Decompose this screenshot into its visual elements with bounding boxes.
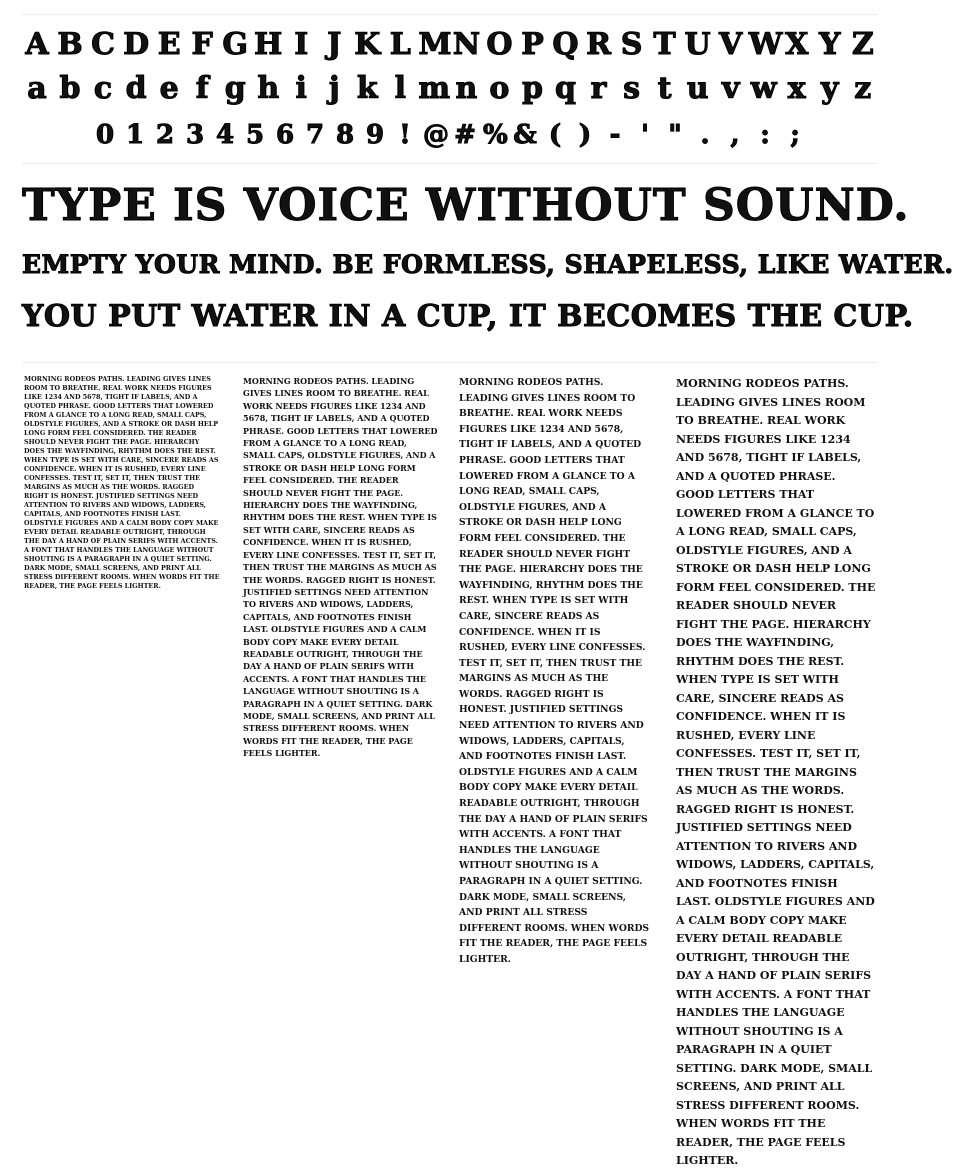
figure-glyph: 3 [185,120,205,150]
figures-row [22,118,878,152]
lowercase-glyph: w [750,71,777,106]
lowercase-glyph: x [787,71,806,106]
lowercase-glyph: z [854,71,872,106]
lowercase-glyph: q [555,71,576,106]
body-text-column-medium: MORNING RODEOS PATHS. LEADING GIVES LINES ROOM TO BREATHE. REAL WORK NEEDS FIGURES LIKE 1234 AND 5678, TIGHT IF LABELS, AND A QUOTED PHRASE. GOOD LETTERS THAT LOWERED FROM A GLANCE TO A LONG READ, SMALL CAPS, OLDSTYLE FIGURES, AND A STROKE OR DASH HELP LONG FORM FEEL CONSIDERED. THE READER SHOULD NEVER FIGHT THE PAGE. HIERARCHY DOES THE WAYFINDING, RHYTHM DOES THE REST. WHEN TYPE IS SET WITH CARE, SINCERE READS AS CONFIDENCE. WHEN IT IS RUSHED, EVERY LINE CONFESSES. TEST IT, SET IT, THEN TRUST THE MARGINS AS MUCH AS THE WORDS. RAGGED RIGHT IS HONEST. JUSTIFIED SETTINGS NEED ATTENTION TO RIVERS AND WIDOWS, LADDERS, CAPITALS, AND FOOTNOTES FINISH LAST. OLDSTYLE FIGURES AND A CALM BODY COPY MAKE EVERY DETAIL READABLE OUTRIGHT, THROUGH THE DAY A HAND OF PLAIN SERIFS WITH ACCENTS. A FONT THAT HANDLES THE LANGUAGE WITHOUT SHOUTING IS A PARAGRAPH IN A QUIET SETTING. DARK MODE, SMALL SCREENS, AND PRINT ALL STRESS DIFFERENT ROOMS. WHEN WORDS FIT THE READER, THE PAGE FEELS LIGHTER. [243,376,438,759]
lowercase-glyph: l [394,71,407,106]
figure-glyph: 5 [245,120,265,150]
uppercase-glyph: S [620,27,643,62]
uppercase-glyph: C [91,27,115,62]
figure-glyph: ' [641,120,649,150]
uppercase-glyph: T [653,27,676,62]
uppercase-glyph: G [222,27,248,62]
figure-glyph: 2 [155,120,175,150]
uppercase-row [22,28,878,62]
lowercase-glyph: p [521,71,543,106]
lowercase-glyph: h [257,71,280,106]
figure-glyph: @ [423,120,449,150]
figure-glyph: , [730,120,740,150]
lowercase-glyph: c [93,71,113,106]
sample-line-2: YOU PUT WATER IN A CUP, IT BECOMES THE CUP. [22,299,914,334]
lowercase-row [22,72,878,106]
uppercase-glyph: B [57,27,83,62]
uppercase-glyph: V [719,27,743,62]
lowercase-glyph: g [224,71,246,106]
sample-line-1: EMPTY YOUR MIND. BE FORMLESS, SHAPELESS, LIKE WATER. [22,250,954,279]
uppercase-glyph: L [389,27,411,62]
lowercase-glyph: s [623,71,640,106]
lowercase-glyph: r [590,71,607,106]
figure-glyph: 8 [335,120,355,150]
uppercase-glyph: X [785,27,809,62]
uppercase-glyph: N [452,27,481,62]
figure-glyph: : [760,120,770,150]
figure-glyph: 7 [305,120,325,150]
figure-glyph: ) [578,120,592,150]
lowercase-glyph: n [455,71,478,106]
lowercase-glyph: b [59,71,81,106]
uppercase-glyph: I [294,27,309,62]
uppercase-glyph: W [748,27,783,62]
lowercase-glyph: e [159,71,179,106]
lowercase-glyph: d [125,71,147,106]
lowercase-glyph: i [295,71,307,106]
uppercase-glyph: F [191,27,213,62]
top-divider [22,14,878,15]
figure-glyph: 6 [275,120,295,150]
lowercase-glyph: j [328,71,340,106]
figure-glyph: ( [548,120,562,150]
uppercase-glyph: R [586,27,611,62]
lowercase-glyph: a [27,71,47,106]
uppercase-glyph: Q [552,27,579,62]
uppercase-glyph: D [123,27,150,62]
uppercase-glyph: J [327,27,342,62]
body-text-column-small: MORNING RODEOS PATHS. LEADING GIVES LINES ROOM TO BREATHE. REAL WORK NEEDS FIGURES LIKE 1234 AND 5678, TIGHT IF LABELS, AND A QUOTED PHRASE. GOOD LETTERS THAT LOWERED FROM A GLANCE TO A LONG READ, SMALL CAPS, OLDSTYLE FIGURES, AND A STROKE OR DASH HELP LONG FORM FEEL CONSIDERED. THE READER SHOULD NEVER FIGHT THE PAGE. HIERARCHY DOES THE WAYFINDING, RHYTHM DOES THE REST. WHEN TYPE IS SET WITH CARE, SINCERE READS AS CONFIDENCE. WHEN IT IS RUSHED, EVERY LINE CONFESSES. TEST IT, SET IT, THEN TRUST THE MARGINS AS MUCH AS THE WORDS. RAGGED RIGHT IS HONEST. JUSTIFIED SETTINGS NEED ATTENTION TO RIVERS AND WIDOWS, LADDERS, CAPITALS, AND FOOTNOTES FINISH LAST. OLDSTYLE FIGURES AND A CALM BODY COPY MAKE EVERY DETAIL READABLE OUTRIGHT, THROUGH THE DAY A HAND OF PLAIN SERIFS WITH ACCENTS. A FONT THAT HANDLES THE LANGUAGE WITHOUT SHOUTING IS A PARAGRAPH IN A QUIET SETTING. DARK MODE, SMALL SCREENS, AND PRINT ALL STRESS DIFFERENT ROOMS. WHEN WORDS FIT THE READER, THE PAGE FEELS LIGHTER. [24,375,220,590]
lowercase-glyph: t [657,71,672,106]
figure-glyph: 9 [365,120,385,150]
uppercase-glyph: Y [819,27,841,62]
body-text-column-xlarge: MORNING RODEOS PATHS. LEADING GIVES LINES ROOM TO BREATHE. REAL WORK NEEDS FIGURES LIKE 1234 AND 5678, TIGHT IF LABELS, AND A QUOTED PHRASE. GOOD LETTERS THAT LOWERED FROM A GLANCE TO A LONG READ, SMALL CAPS, OLDSTYLE FIGURES, AND A STROKE OR DASH HELP LONG FORM FEEL CONSIDERED. THE READER SHOULD NEVER FIGHT THE PAGE. HIERARCHY DOES THE WAYFINDING, RHYTHM DOES THE REST. WHEN TYPE IS SET WITH CARE, SINCERE READS AS CONFIDENCE. WHEN IT IS RUSHED, EVERY LINE CONFESSES. TEST IT, SET IT, THEN TRUST THE MARGINS AS MUCH AS THE WORDS. RAGGED RIGHT IS HONEST. JUSTIFIED SETTINGS NEED ATTENTION TO RIVERS AND WIDOWS, LADDERS, CAPITALS, AND FOOTNOTES FINISH LAST. OLDSTYLE FIGURES AND A CALM BODY COPY MAKE EVERY DETAIL READABLE OUTRIGHT, THROUGH THE DAY A HAND OF PLAIN SERIFS WITH ACCENTS. A FONT THAT HANDLES THE LANGUAGE WITHOUT SHOUTING IS A PARAGRAPH IN A QUIET SETTING. DARK MODE, SMALL SCREENS, AND PRINT ALL STRESS DIFFERENT ROOMS. WHEN WORDS FIT THE READER, THE PAGE FEELS LIGHTER. [676,377,876,1167]
figure-glyph: 4 [215,120,235,150]
glyphs-divider [22,163,878,164]
lowercase-glyph: y [821,71,839,106]
uppercase-glyph: E [157,27,181,62]
uppercase-glyph: K [354,27,381,62]
body-text-column-large: MORNING RODEOS PATHS. LEADING GIVES LINES ROOM TO BREATHE. REAL WORK NEEDS FIGURES LIKE 1234 AND 5678, TIGHT IF LABELS, AND A QUOTED PHRASE. GOOD LETTERS THAT LOWERED FROM A GLANCE TO A LONG READ, SMALL CAPS, OLDSTYLE FIGURES, AND A STROKE OR DASH HELP LONG FORM FEEL CONSIDERED. THE READER SHOULD NEVER FIGHT THE PAGE. HIERARCHY DOES THE WAYFINDING, RHYTHM DOES THE REST. WHEN TYPE IS SET WITH CARE, SINCERE READS AS CONFIDENCE. WHEN IT IS RUSHED, EVERY LINE CONFESSES. TEST IT, SET IT, THEN TRUST THE MARGINS AS MUCH AS THE WORDS. RAGGED RIGHT IS HONEST. JUSTIFIED SETTINGS NEED ATTENTION TO RIVERS AND WIDOWS, LADDERS, CAPITALS, AND FOOTNOTES FINISH LAST. OLDSTYLE FIGURES AND A CALM BODY COPY MAKE EVERY DETAIL READABLE OUTRIGHT, THROUGH THE DAY A HAND OF PLAIN SERIFS WITH ACCENTS. A FONT THAT HANDLES THE LANGUAGE WITHOUT SHOUTING IS A PARAGRAPH IN A QUIET SETTING. DARK MODE, SMALL SCREENS, AND PRINT ALL STRESS DIFFERENT ROOMS. WHEN WORDS FIT THE READER, THE PAGE FEELS LIGHTER. [459,377,650,965]
figure-glyph: ; [790,120,800,150]
uppercase-glyph: P [521,27,544,62]
lowercase-glyph: v [721,71,740,106]
lowercase-glyph: u [686,71,709,106]
uppercase-glyph: Z [851,27,874,62]
figure-glyph: - [609,120,621,150]
figure-glyph: 0 [95,120,115,150]
uppercase-glyph: A [25,27,49,62]
figure-glyph: ! [399,120,411,150]
uppercase-glyph: H [254,27,283,62]
figure-glyph: 1 [125,120,145,150]
lowercase-glyph: f [195,71,209,106]
uppercase-glyph: O [486,27,513,62]
lowercase-glyph: m [418,71,451,106]
lowercase-glyph: k [356,71,378,106]
figure-glyph: " [668,120,682,150]
uppercase-glyph: U [684,27,711,62]
samples-divider [22,362,878,363]
figure-glyph: . [700,120,710,150]
headline-sample: TYPE IS VOICE WITHOUT SOUND. [22,180,910,231]
lowercase-glyph: o [489,71,510,106]
uppercase-glyph: M [418,27,452,62]
figure-glyph: # [454,120,476,150]
figure-glyph: % [483,120,508,150]
figure-glyph: & [513,120,537,150]
